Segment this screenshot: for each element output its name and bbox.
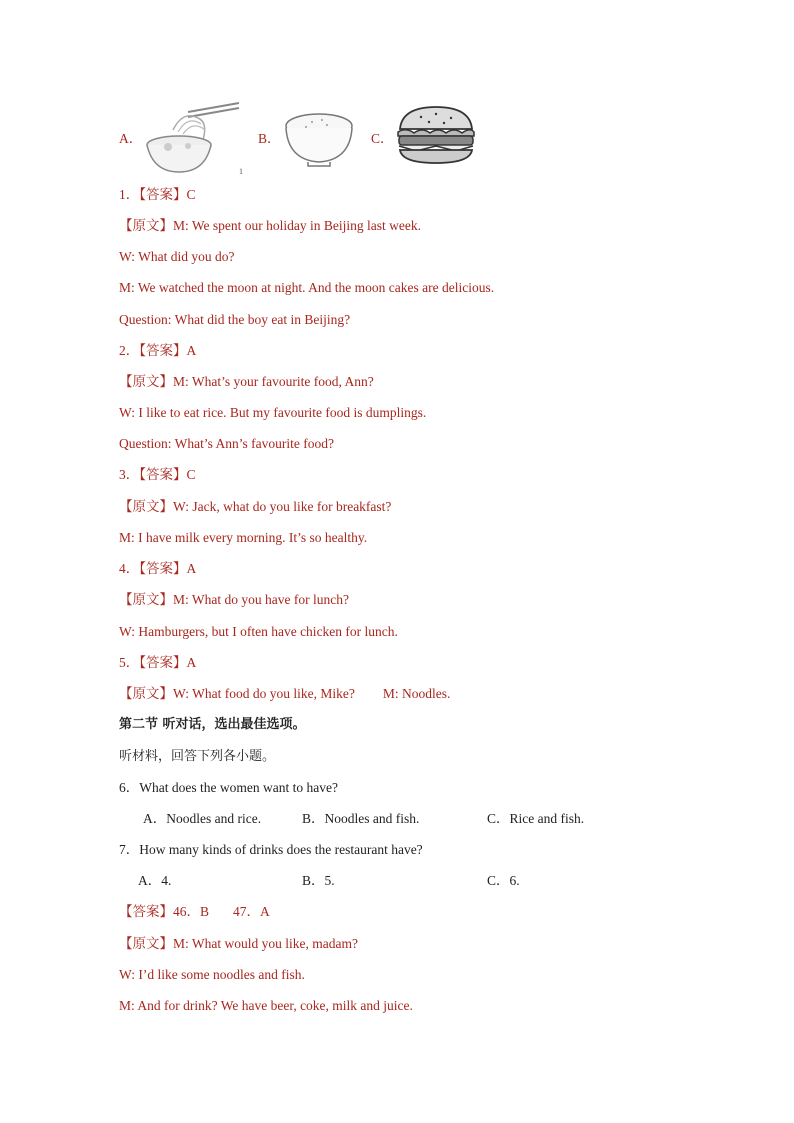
q6-option-a: A．Noodles and rice. xyxy=(143,811,262,826)
option-a-label: A． xyxy=(119,131,143,146)
option-c-label: C． xyxy=(371,131,394,146)
section2-instruction: 听材料，回答下列各小题。 xyxy=(119,749,276,764)
q7-option-c: C．6. xyxy=(487,873,520,888)
q2-transcript-line1 xyxy=(119,373,374,391)
q5-line1b-text: M: Noodles. xyxy=(382,686,451,701)
answer-46: 46．B xyxy=(173,904,210,919)
q2-line1-text: M: What’s your favourite food, Ann? xyxy=(173,374,374,389)
q2-transcript-line2: W: I like to eat rice. But my favourite food is dumplings. xyxy=(119,405,427,420)
q7-option-a: A．4. xyxy=(138,873,172,888)
q6-option-b: B．Noodles and fish. xyxy=(302,811,420,826)
q1-answer: 1．【答案】C xyxy=(119,187,196,202)
q5-line1-text: W: What food do you like, Mike? xyxy=(173,686,355,701)
q5-transcript-line1 xyxy=(119,685,450,703)
q67-line1-text: M: What would you like, madam? xyxy=(173,936,358,951)
original-text-tag: 【原文】 xyxy=(119,374,173,389)
q3-line1-text: W: Jack, what do you like for breakfast? xyxy=(173,499,392,514)
q1-line1-text: M: We spent our holiday in Beijing last week. xyxy=(173,218,422,233)
option-b-label: B． xyxy=(258,131,281,146)
q4-line1-text: M: What do you have for lunch? xyxy=(173,592,349,607)
q5-answer: 5．【答案】A xyxy=(119,655,197,670)
q3-transcript-line2: M: I have milk every morning. It’s so healthy. xyxy=(119,530,368,545)
q1-transcript-question: Question: What did the boy eat in Beijing? xyxy=(119,312,351,327)
q6-option-c: C．Rice and fish. xyxy=(487,811,585,826)
q7-question: 7．How many kinds of drinks does the restaurant have? xyxy=(119,842,423,857)
q7-option-b: B．5. xyxy=(302,873,335,888)
q4-answer: 4．【答案】A xyxy=(119,561,197,576)
q2-transcript-question: Question: What’s Ann’s favourite food? xyxy=(119,436,334,451)
noodle-bowl-icon xyxy=(143,100,243,175)
original-text-tag: 【原文】 xyxy=(119,686,173,701)
q67-transcript-line3: M: And for drink? We have beer, coke, milk and juice. xyxy=(119,998,413,1013)
q67-transcript-line2: W: I’d like some noodles and fish. xyxy=(119,967,305,982)
q3-transcript-line1 xyxy=(119,498,391,516)
hamburger-icon xyxy=(396,105,476,167)
answer-47: 47．A xyxy=(233,904,270,919)
q1-transcript-line1 xyxy=(119,217,421,235)
original-text-tag: 【原文】 xyxy=(119,936,173,951)
q67-transcript-line1 xyxy=(119,935,358,953)
q3-answer: 3．【答案】C xyxy=(119,467,196,482)
original-text-tag: 【原文】 xyxy=(119,499,173,514)
section2-heading: 第二节 听对话，选出最佳选项。 xyxy=(119,717,306,732)
q67-answer xyxy=(119,903,270,921)
q2-answer: 2．【答案】A xyxy=(119,343,197,358)
option-a-tick: 1 xyxy=(239,167,243,176)
original-text-tag: 【原文】 xyxy=(119,218,173,233)
q1-transcript-line2: W: What did you do? xyxy=(119,249,235,264)
original-text-tag: 【原文】 xyxy=(119,592,173,607)
q4-transcript-line2: W: Hamburgers, but I often have chicken for lunch. xyxy=(119,624,398,639)
q6-question: 6．What does the women want to have? xyxy=(119,780,338,795)
q1-transcript-line3: M: We watched the moon at night. And the moon cakes are delicious. xyxy=(119,280,495,295)
answer-tag: 【答案】 xyxy=(119,904,173,919)
q4-transcript-line1 xyxy=(119,591,349,609)
rice-bowl-icon xyxy=(282,110,357,168)
